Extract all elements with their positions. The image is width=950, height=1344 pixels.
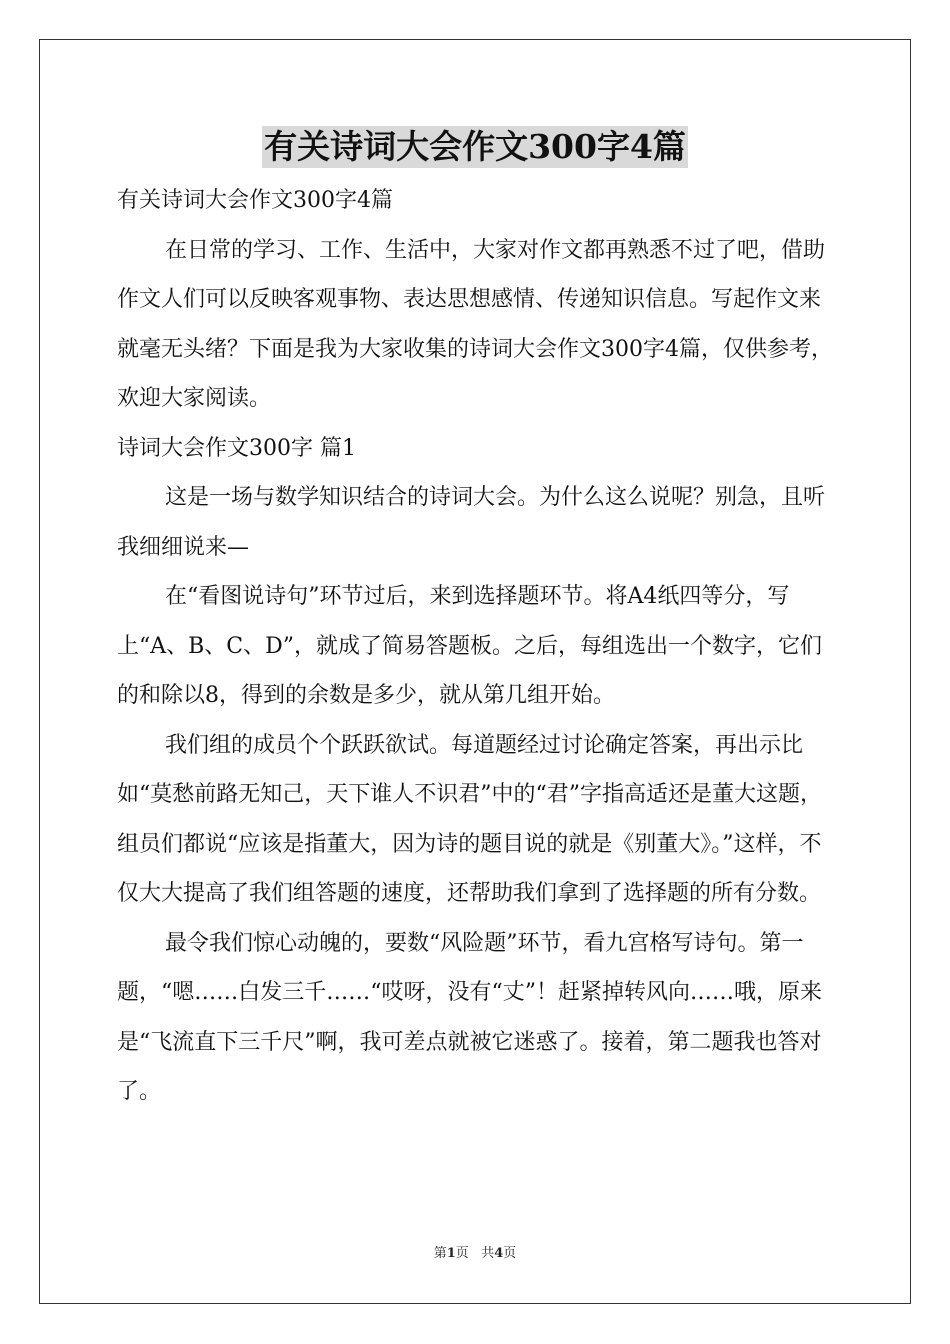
- page-footer: [0, 1244, 950, 1264]
- footer-page-current: 1: [446, 1246, 456, 1261]
- footer-suffix: 页: [503, 1246, 517, 1261]
- paragraph: 最令我们惊心动魄的，要数“风险题”环节，看九宫格写诗句。第一题，“嗯……白发三千……“哎呀，没有“丈”！赶紧掉转风向……哦，原来是“飞流直下三千尺”啊，我可差点就被它迷惑了。接着，第二题我也答对了。: [117, 930, 822, 1104]
- document-body: [117, 176, 833, 1117]
- paragraph-intro: 在日常的学习、工作、生活中，大家对作文都再熟悉不过了吧，借助作文人们可以反映客观事物、表达思想感情、传递知识信息。写起作文来就毫无头绪？下面是我为大家收集的诗词大会作文300字4篇，仅供参考，欢迎大家阅读。: [117, 237, 833, 411]
- section-heading: 诗词大会作文300字 篇1: [117, 435, 356, 461]
- document-title: 有关诗词大会作文300字4篇: [264, 127, 686, 166]
- paragraph: 我们组的成员个个跃跃欲试。每道题经过讨论确定答案，再出示比如“莫愁前路无知己，天下谁人不识君”中的“君”字指高适还是董大这题，组员们都说“应该是指董大，因为诗的题目说的就是《别董大》。”这样，不仅大大提高了我们组答题的速度，还帮助我们拿到了选择题的所有分数。: [117, 732, 822, 906]
- footer-prefix: 第: [433, 1246, 447, 1261]
- footer-page-total: 4: [494, 1246, 504, 1261]
- footer-mid: 页 共: [455, 1246, 495, 1261]
- title-block: [0, 126, 950, 168]
- paragraph: 这是一场与数学知识结合的诗词大会。为什么这么说呢？别急，且听我细细说来—: [117, 485, 826, 560]
- paragraph-subtitle: 有关诗词大会作文300字4篇: [117, 188, 393, 213]
- paragraph: 在“看图说诗句”环节过后，来到选择题环节。将A4纸四等分，写上“A、B、C、D”，就成了简易答题板。之后，每组选出一个数字，它们的和除以8，得到的余数是多少，就从第几组开始。: [117, 584, 823, 708]
